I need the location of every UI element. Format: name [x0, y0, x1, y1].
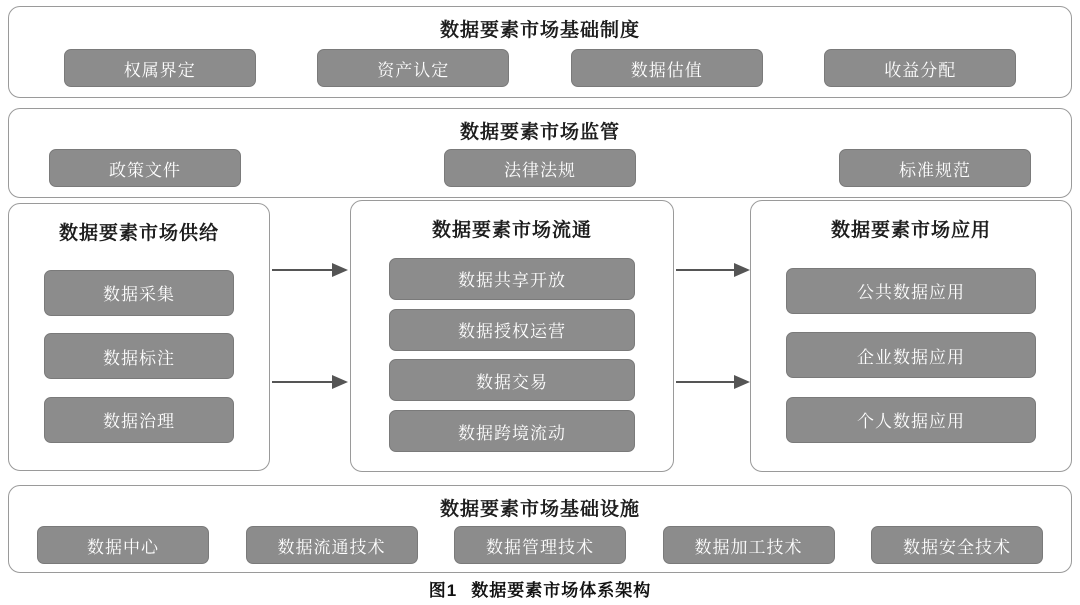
panel-market-supervision-title: 数据要素市场监管 — [459, 122, 620, 143]
arrow-supply-to-circulation-top — [270, 258, 352, 282]
panel-market-circulation — [350, 200, 674, 472]
chip-revenue-distribution[interactable]: 收益分配 — [824, 49, 1016, 87]
panel-market-circulation-title: 数据要素市场流通 — [431, 220, 592, 241]
panel-market-circulation-items — [351, 249, 673, 461]
panel-market-infrastructure — [8, 485, 1072, 573]
panel-market-application-items — [751, 249, 1071, 461]
chip-standards-specifications[interactable]: 标准规范 — [839, 149, 1031, 187]
figure-caption — [0, 576, 1080, 601]
panel-basic-institution-title: 数据要素市场基础制度 — [439, 20, 640, 41]
figure-caption-number: 图1 — [428, 581, 458, 600]
chip-policy-documents[interactable]: 政策文件 — [49, 149, 241, 187]
chip-ownership-definition[interactable]: 权属界定 — [64, 49, 256, 87]
chip-data-management-technology[interactable]: 数据管理技术 — [454, 526, 626, 564]
panel-basic-institution-items — [9, 49, 1071, 87]
chip-data-sharing-opening[interactable]: 数据共享开放 — [389, 258, 635, 300]
panel-market-supervision — [8, 108, 1072, 198]
chip-data-annotation[interactable]: 数据标注 — [44, 333, 234, 379]
chip-data-collection[interactable]: 数据采集 — [44, 270, 234, 316]
panel-basic-institution — [8, 6, 1072, 98]
chip-data-authorized-operation[interactable]: 数据授权运营 — [389, 309, 635, 351]
chip-data-valuation[interactable]: 数据估值 — [571, 49, 763, 87]
figure-caption-text: 数据要素市场体系架构 — [471, 581, 652, 600]
arrow-circulation-to-application-top — [674, 258, 754, 282]
chip-data-processing-technology[interactable]: 数据加工技术 — [663, 526, 835, 564]
chip-enterprise-data-application[interactable]: 企业数据应用 — [786, 332, 1036, 378]
chip-data-circulation-technology[interactable]: 数据流通技术 — [246, 526, 418, 564]
chip-laws-regulations[interactable]: 法律法规 — [444, 149, 636, 187]
chip-data-trading[interactable]: 数据交易 — [389, 359, 635, 401]
arrow-supply-to-circulation-bottom — [270, 370, 352, 394]
panel-market-infrastructure-title: 数据要素市场基础设施 — [439, 499, 640, 520]
chip-asset-recognition[interactable]: 资产认定 — [317, 49, 509, 87]
panel-market-supervision-items — [9, 149, 1071, 187]
chip-data-center[interactable]: 数据中心 — [37, 526, 209, 564]
panel-market-supply — [8, 203, 270, 471]
chip-personal-data-application[interactable]: 个人数据应用 — [786, 397, 1036, 443]
chip-public-data-application[interactable]: 公共数据应用 — [786, 268, 1036, 314]
chip-cross-border-data-flow[interactable]: 数据跨境流动 — [389, 410, 635, 452]
panel-market-application-title: 数据要素市场应用 — [830, 220, 991, 241]
chip-data-governance[interactable]: 数据治理 — [44, 397, 234, 443]
panel-market-application — [750, 200, 1072, 472]
panel-market-infrastructure-items — [9, 526, 1071, 564]
chip-data-security-technology[interactable]: 数据安全技术 — [871, 526, 1043, 564]
panel-market-supply-title: 数据要素市场供给 — [58, 223, 219, 244]
arrow-circulation-to-application-bottom — [674, 370, 754, 394]
panel-market-supply-items — [9, 252, 269, 460]
